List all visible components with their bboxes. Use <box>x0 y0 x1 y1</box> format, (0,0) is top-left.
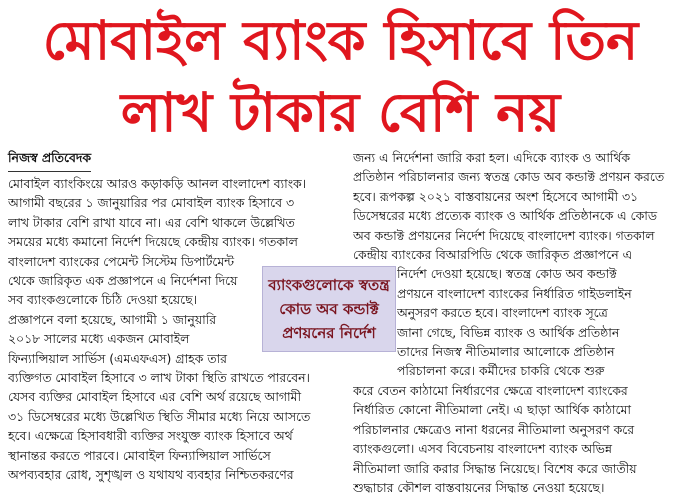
article-text-line: অব কন্ডাক্ট প্রণয়নের নির্দেশ দিয়েছে বাংলাদেশ ব্যাংক। গতকাল <box>353 227 655 243</box>
article-text-line: শুদ্ধাচার কৌশল বাস্তবায়নের সিদ্ধান্ত নেওয়া হয়েছে। <box>353 480 605 496</box>
article-text-line: হবে। রূপকল্প ২০২১ বাস্তবায়নের অংশ হিসেবে আগামী ৩১ <box>353 188 639 204</box>
article-text-line: নির্দেশ দেওয়া হয়েছে। স্বতন্ত্র কোড অব কন্ডাক্ট <box>397 266 617 282</box>
article-text-line: হবে। এক্ষেত্রে হিসাবধারী ব্যক্তির সংযুক্ত ব্যাংক হিসাবে অর্থ <box>8 428 293 444</box>
article-text-line: লাখ টাকার বেশি রাখা যাবে না। এর বেশি থাকলে উল্লেখিত <box>8 214 295 230</box>
pull-quote-line-2: কোড অব কন্ডাক্ট <box>279 300 379 318</box>
article-text-line: জানা গেছে, বিভিন্ন ব্যাংক ও আর্থিক প্রতিষ্ঠান <box>397 324 620 340</box>
article-text-line: নির্ধারিত কোনো নীতিমালা নেই। এ ছাড়া আর্থিক কাঠামো <box>353 402 631 418</box>
article-text-line: ফিন্যান্সিয়াল সার্ভিস (এমএফএস) গ্রাহক তার <box>8 350 227 366</box>
article-text-line: সময়ের মধ্যে কমানো নির্দেশ দিয়েছে কেন্দ্রীয় ব্যাংক। গতকাল <box>8 234 298 250</box>
article-text-line: অনুসরণ করতে হবে। বাংলাদেশ ব্যাংক সূত্রে <box>397 305 608 321</box>
article-text-line: ডিসেম্বরের মধ্যে প্রত্যেক ব্যাংক ও আর্থিক প্রতিষ্ঠানকে এ কোড <box>353 208 657 224</box>
article-text-line: জন্য এ নির্দেশনা জারি করা হল। এদিকে ব্যাংক ও আর্থিক <box>353 150 631 165</box>
article-text-line: কেন্দ্রীয় ব্যাংকের বিআরপিডি থেকে জারিকৃত প্রজ্ঞাপনে এ <box>353 247 633 263</box>
pull-quote-box <box>262 266 396 352</box>
article-text-line: স্থানান্তর করতে পারবে। মোবাইল ফিন্যান্সিয়াল সার্ভিসে <box>8 447 271 463</box>
article-text-line: করে বেতন কাঠামো নির্ধারণের ক্ষেত্রে বাংলাদেশ ব্যাংকের <box>353 383 628 398</box>
article-text-line: প্রজ্ঞাপনে বলা হয়েছে, আগামী ১ জানুয়ারি <box>8 311 217 327</box>
article-text-line: তাদের নিজস্ব নীতিমালার আলোকে প্রতিষ্ঠান <box>397 344 615 360</box>
article-text-line: যেসব ব্যক্তির মোবাইল হিসাবে এর বেশি অর্থ রয়েছে আগামী <box>8 389 301 405</box>
article-text-line: প্রতিষ্ঠান পরিচালনার জন্য স্বতন্ত্র কোড অব কন্ডাক্ট প্রণয়ন করতে <box>353 169 665 185</box>
article-bottom-left <box>8 368 348 484</box>
article-right-column <box>353 148 675 381</box>
article-text-line: মোবাইল ব্যাংকিংয়ে আরও কড়াকড়ি আনল বাংলাদেশ ব্যাংক। <box>8 176 307 191</box>
headline-line-2: লাখ টাকার বেশি নয় <box>120 81 561 144</box>
article-text-line: ব্যক্তিগত মোবাইল হিসাবে ৩ লাখ টাকা স্থিতি রাখতে পারবেন। <box>8 370 310 385</box>
article-text-line: ব্যাংকগুলো। এসব বিবেচনায় বাংলাদেশ ব্যাংক অভিন্ন <box>353 441 612 457</box>
article-text-line: প্রণয়নে বাংলাদেশ ব্যাংকের নির্ধারিত গাইডলাইন <box>397 285 632 301</box>
article-text-line: বাংলাদেশ ব্যাংকের পেমেন্ট সিস্টেম ডিপার্টমেন্ট <box>8 253 235 269</box>
article-bottom-right <box>353 381 675 497</box>
byline: নিজস্ব প্রতিবেদক <box>8 150 91 172</box>
headline-line-1: মোবাইল ব্যাংক হিসাবে তিন <box>42 9 639 72</box>
pull-quote-line-3: প্রণয়নের নির্দেশ <box>282 324 376 342</box>
article-text-line: পরিচালনার ক্ষেত্রেও নানা ধরনের নীতিমালা অনুসরণ করে <box>353 421 635 437</box>
article-text-line: অপব্যবহার রোধ, সুশৃঙ্খল ও যথাযথ ব্যবহার নিশ্চিতকরণের <box>8 467 294 483</box>
article-text-line: সব ব্যাংকগুলোকে চিঠি দেওয়া হয়েছে। <box>8 292 198 308</box>
article-text-line: পরিচালনা করে। কর্মীদের চাকরি থেকে শুরু <box>397 363 605 379</box>
article-text-line: ২০১৮ সালের মধ্যে একজন মোবাইল <box>8 331 190 347</box>
pull-quote-line-1: ব্যাংকগুলোকে স্বতন্ত্র <box>268 276 390 294</box>
article-text-line: আগামী বছরের ১ জানুয়ারির পর মোবাইল ব্যাংক হিসাবে ৩ <box>8 195 295 211</box>
article-text-line: নীতিমালা জারি করার সিদ্ধান্ত নিয়েছে। বিশেষ করে জাতীয় <box>353 460 637 476</box>
article-text-line: ৩১ ডিসেম্বরের মধ্যে উল্লেখিত স্থিতি সীমার মধ্যে নিয়ে আসতে <box>8 408 311 424</box>
article-text-line: থেকে জারিকৃত এক প্রজ্ঞাপনে এ নির্দেশনা দিয়ে <box>8 273 238 289</box>
